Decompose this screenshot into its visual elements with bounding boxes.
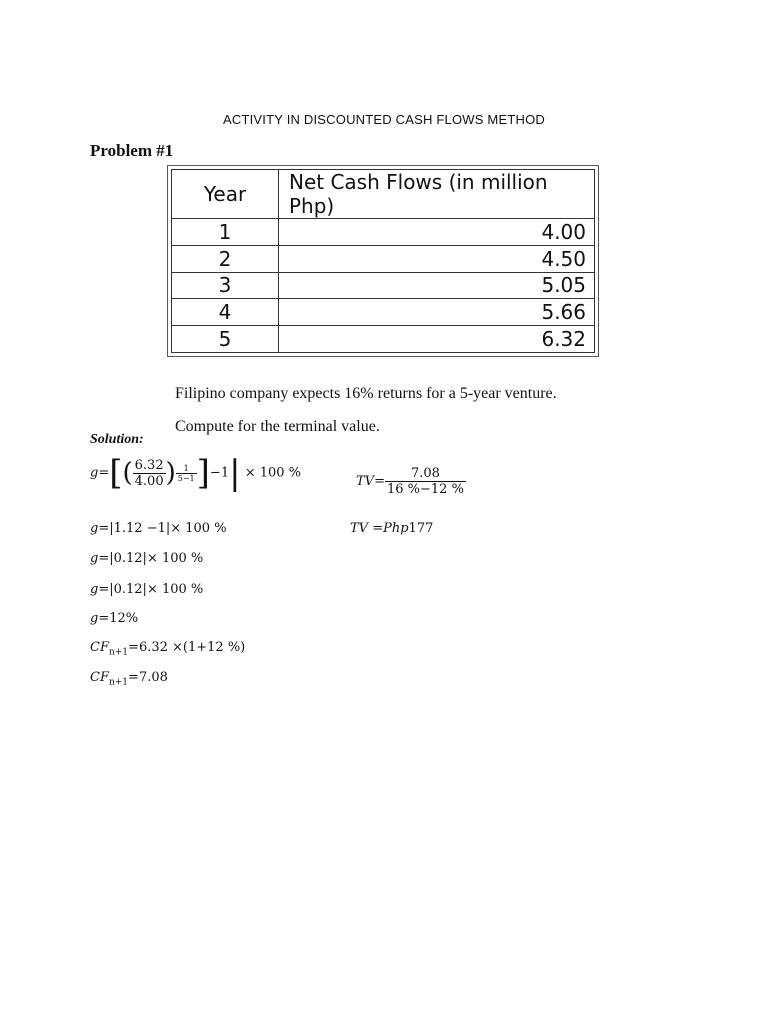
tv-variable: TV: [356, 474, 375, 489]
growth-step-4: g=|0.12|× 100 %: [90, 582, 204, 597]
year-cell: 5: [172, 326, 279, 353]
solution-label: Solution:: [90, 432, 144, 447]
table-row: [172, 219, 595, 246]
problem-statement: Filipino company expects 16% returns for a 5-year venture.: [175, 385, 557, 402]
cash-flow-cell: 6.32: [279, 326, 595, 353]
growth-result: g=12%: [90, 611, 139, 626]
cash-flow-cell: 5.05: [279, 272, 595, 299]
next-cash-flow-result: $CF_{n+1}=7.08$: [90, 670, 168, 688]
table-header-row: [172, 170, 595, 219]
column-header-year: Year: [172, 170, 279, 219]
cash-flow-cell: 5.66: [279, 299, 595, 326]
g-variable: g: [90, 465, 99, 481]
next-cash-flow-formula: $CF_{n+1}=6.32 \times(1+12$ %): [90, 640, 246, 658]
year-cell: 2: [172, 245, 279, 272]
year-cell: 4: [172, 299, 279, 326]
growth-step-2: g=|1.12 −1|× 100 %: [90, 521, 227, 536]
growth-step-3: g=|0.12|× 100 %: [90, 551, 204, 566]
document-title: ACTIVITY IN DISCOUNTED CASH FLOWS METHOD: [223, 112, 545, 127]
cash-flow-table: [167, 165, 599, 357]
terminal-value-result: TV =Php177: [350, 521, 434, 536]
table-row: [172, 245, 595, 272]
table-row: [172, 326, 595, 353]
column-header-net-cash-flows: Net Cash Flows (in million Php): [279, 170, 595, 219]
terminal-value-formula: TV= $\frac{7.08}{16 \%-12 \%}$: [356, 466, 464, 497]
table-row: [172, 299, 595, 326]
cash-flow-cell: 4.50: [279, 245, 595, 272]
year-cell: 3: [172, 272, 279, 299]
tv-fraction: $\frac{7.08}{16 \%-12 \%}$: [386, 466, 464, 497]
ratio-fraction: $\frac{6.32}{4.00}$: [134, 457, 164, 489]
growth-rate-formula: g=[( $\frac{6.32}{4.00}$ ) $\frac{1}{5-1}$ ]−1| × 100 %: [90, 453, 302, 493]
year-cell: 1: [172, 219, 279, 246]
table-row: [172, 272, 595, 299]
cash-flow-cell: 4.00: [279, 219, 595, 246]
problem-question: Compute for the terminal value.: [175, 418, 380, 435]
exponent-fraction: $\frac{1}{5-1}$: [177, 463, 195, 483]
problem-heading: Problem #1: [90, 141, 174, 160]
